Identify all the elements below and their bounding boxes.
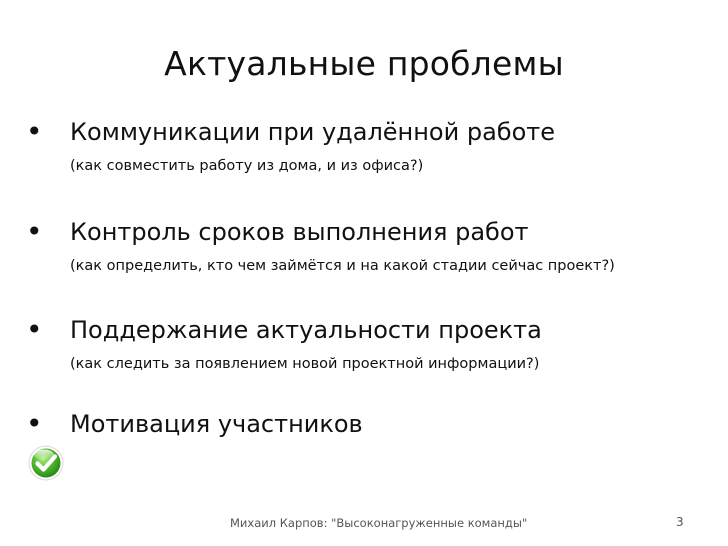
bullet-text: Контроль сроков выполнения работ <box>70 218 529 246</box>
bullet-text: Коммуникации при удалённой работе <box>70 118 556 146</box>
slide-footer: Михаил Карпов: "Высоконагруженные команды" <box>230 516 528 530</box>
bullet-subtext: (как определить, кто чем займётся и на какой стадии сейчас проект?) <box>70 258 615 274</box>
bullet-item <box>22 215 615 277</box>
check-circle-icon <box>26 443 66 483</box>
slide-title: Актуальные проблемы <box>164 44 564 83</box>
bullet-subtext: (как совместить работу из дома, и из офиса?) <box>70 158 424 174</box>
bullet-marker: • <box>26 407 43 440</box>
bullet-marker: • <box>26 215 43 248</box>
bullet-marker: • <box>26 313 43 346</box>
bullet-item <box>22 313 542 375</box>
bullet-text: Мотивация участников <box>70 410 363 438</box>
page-number: 3 <box>676 515 684 529</box>
bullet-item <box>22 115 555 177</box>
bullet-subtext: (как следить за появлением новой проектной информации?) <box>70 356 540 372</box>
bullet-text: Поддержание актуальности проекта <box>70 316 542 344</box>
bullet-item <box>22 407 363 441</box>
bullet-marker: • <box>26 115 43 148</box>
